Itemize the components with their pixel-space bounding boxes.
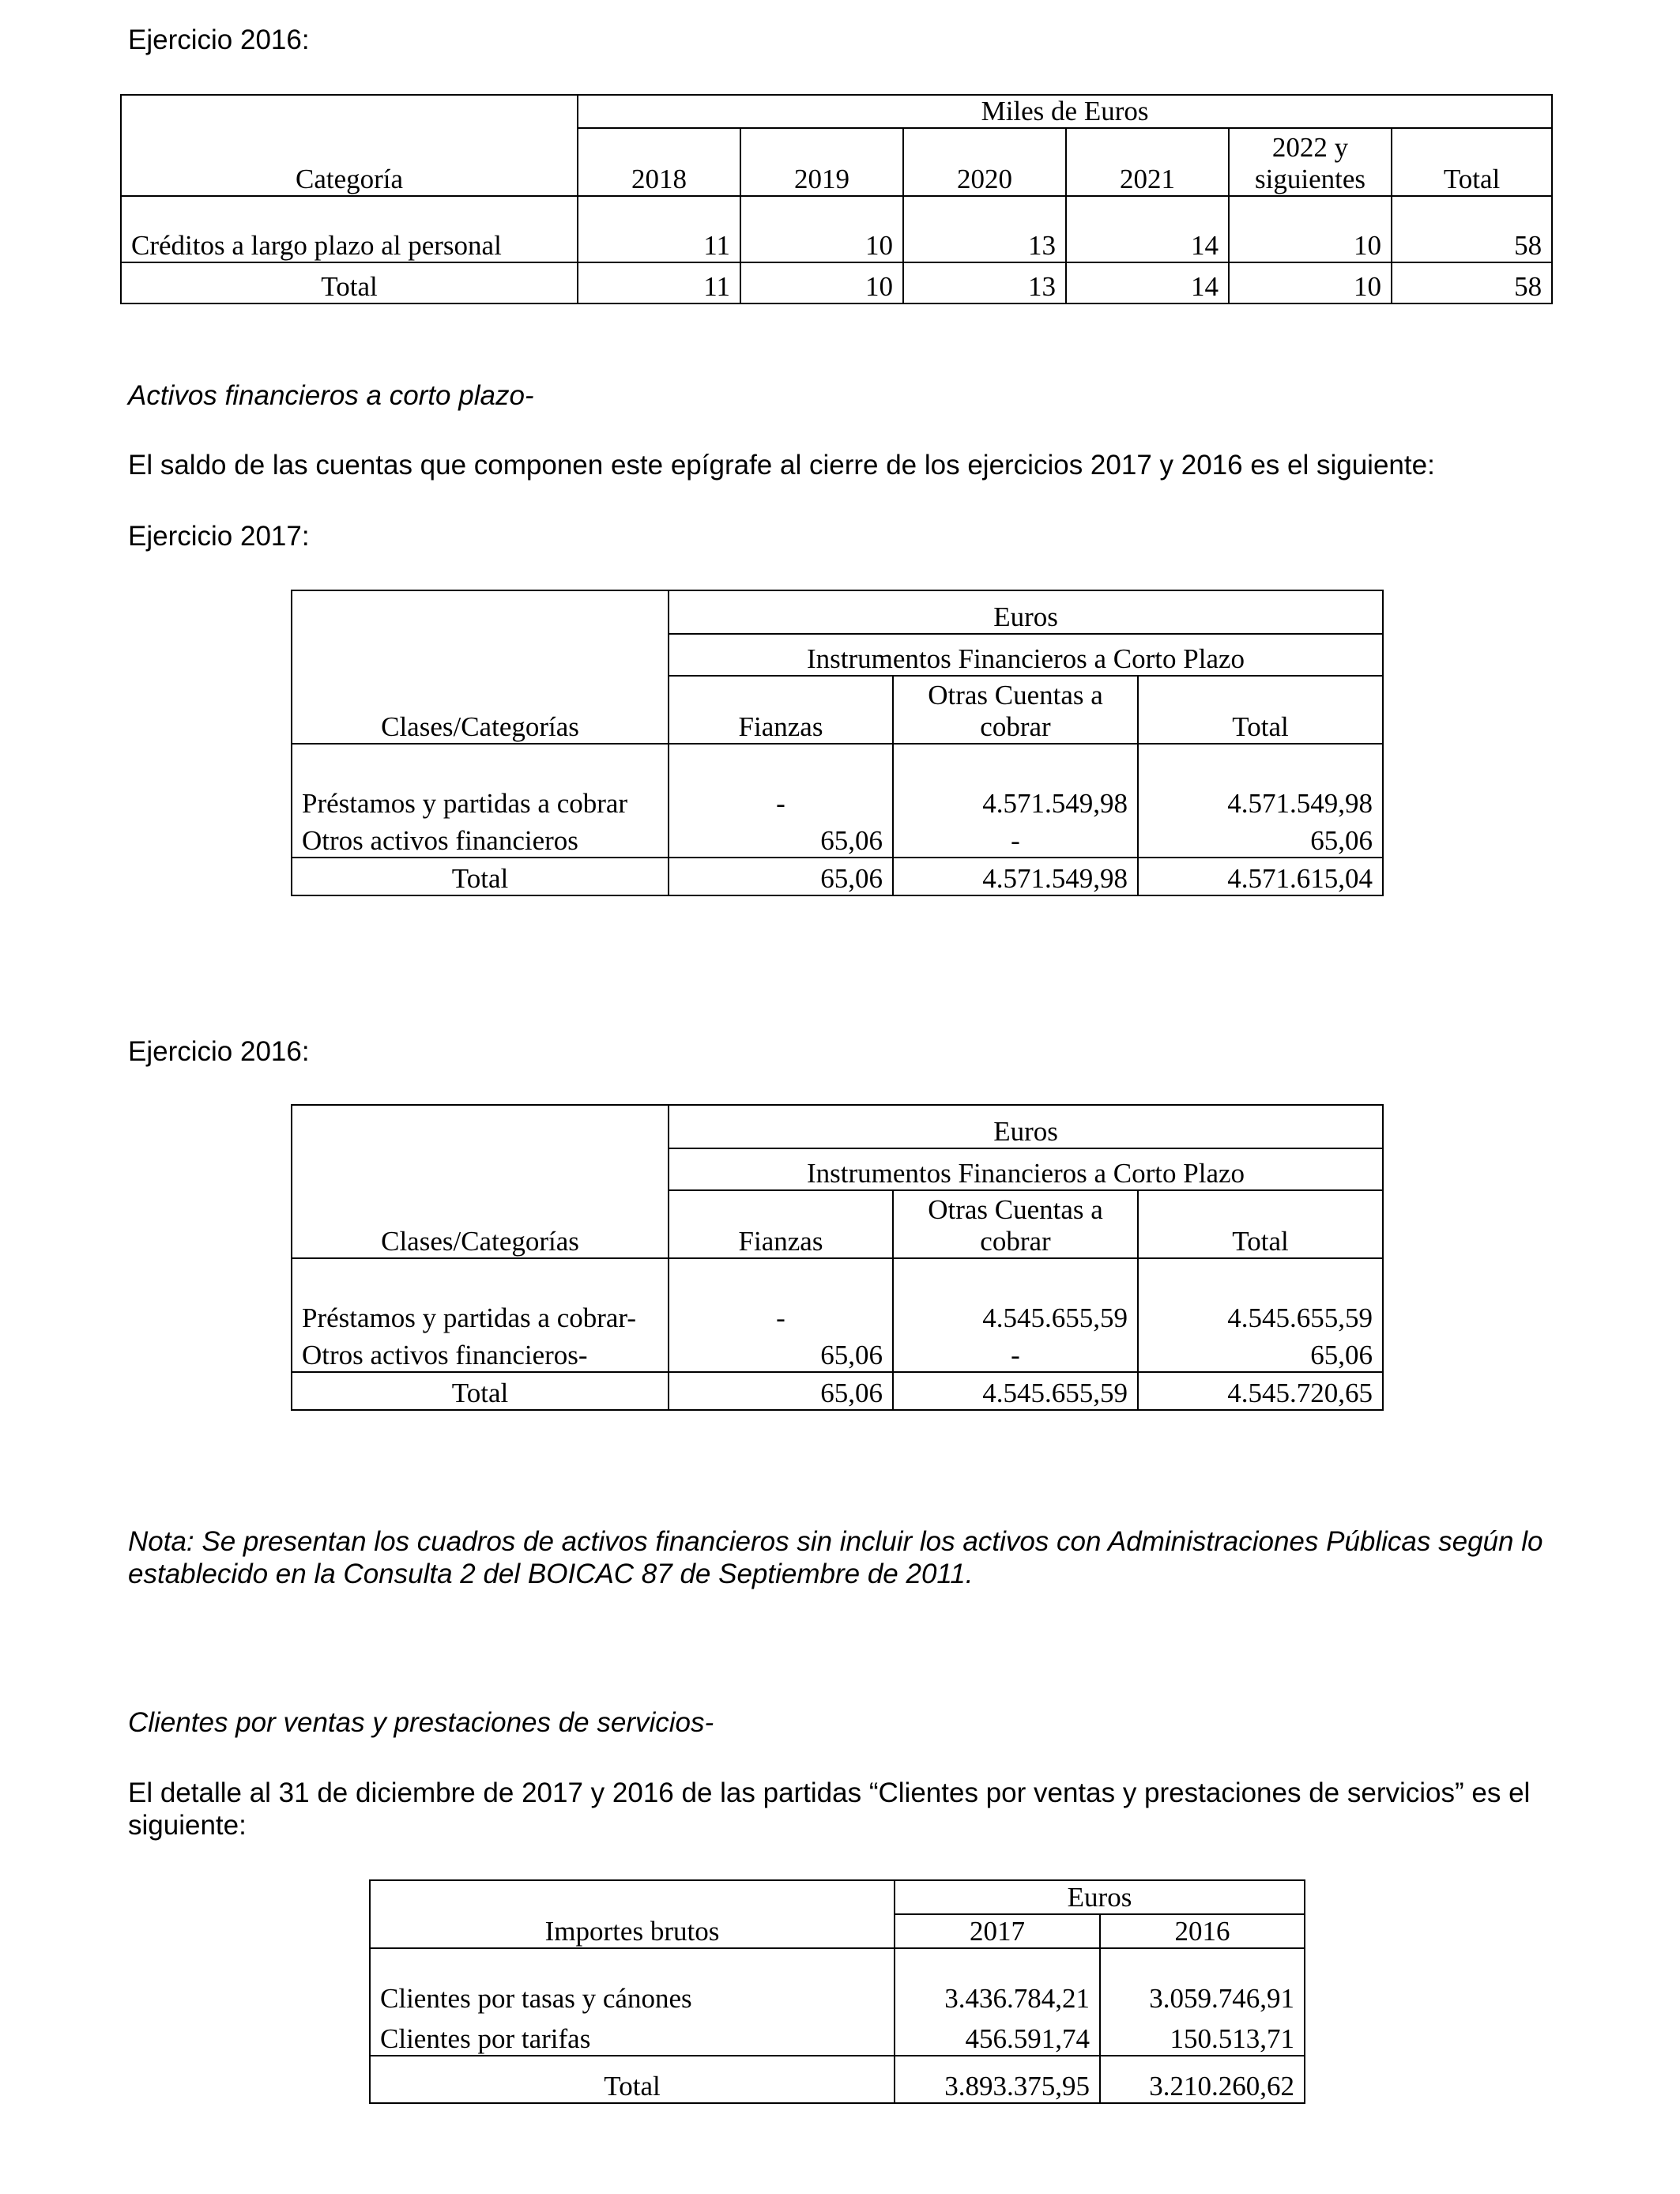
total-value: 4.571.615,04 (1138, 858, 1383, 895)
total-value: 14 (1066, 262, 1229, 303)
cell-value: - (893, 1334, 1138, 1372)
total-value: 3.893.375,95 (895, 2056, 1100, 2103)
total-value: 10 (1229, 262, 1392, 303)
cell-value: - (893, 820, 1138, 858)
activos-title: Activos financieros a corto plazo- (128, 380, 534, 411)
table-clientes (369, 1879, 1305, 2104)
header-year: 2019 (740, 128, 903, 196)
header-categoria: Categoría (121, 95, 578, 196)
table-activos-2016 (291, 1104, 1384, 1411)
table-creditos-2016 (120, 94, 1553, 304)
total-label: Total (121, 262, 578, 303)
total-value: 65,06 (669, 1372, 893, 1410)
header-year: 2016 (1100, 1914, 1305, 1948)
header-otras-cuentas: Otras Cuentas a cobrar (893, 676, 1138, 744)
nota-text: Nota: Se presentan los cuadros de activos financieros sin incluir los activos con Administraciones Públicas según lo establecido en la Consulta 2 del BOICAC 87 de Septiembre de 2011. (128, 1526, 1543, 1589)
clientes-title: Clientes por ventas y prestaciones de servicios- (128, 1707, 714, 1738)
cell-value: 456.591,74 (895, 2015, 1100, 2056)
total-value: 3.210.260,62 (1100, 2056, 1305, 2103)
header-total: Total (1138, 676, 1383, 744)
cell-value: 65,06 (669, 820, 893, 858)
heading-ejercicio-2016-b: Ejercicio 2016: (128, 1036, 310, 1067)
cell-value: 58 (1392, 196, 1552, 262)
row-label: Otros activos financieros- (292, 1334, 669, 1372)
header-clases: Clases/Categorías (292, 590, 669, 744)
header-year: 2018 (578, 128, 740, 196)
total-value: 10 (740, 262, 903, 303)
row-label: Préstamos y partidas a cobrar (292, 744, 669, 820)
heading-ejercicio-2016: Ejercicio 2016: (128, 25, 310, 55)
cell-value: 3.436.784,21 (895, 1948, 1100, 2015)
heading-ejercicio-2017: Ejercicio 2017: (128, 521, 310, 552)
total-value: 11 (578, 262, 740, 303)
cell-value: 150.513,71 (1100, 2015, 1305, 2056)
total-value: 4.545.655,59 (893, 1372, 1138, 1410)
header-otras-cuentas: Otras Cuentas a cobrar (893, 1190, 1138, 1258)
total-value: 4.545.720,65 (1138, 1372, 1383, 1410)
header-euros: Euros (895, 1880, 1305, 1914)
row-label: Otros activos financieros (292, 820, 669, 858)
cell-value: 4.545.655,59 (1138, 1258, 1383, 1334)
header-importes-brutos: Importes brutos (370, 1880, 895, 1948)
cell-value: 4.571.549,98 (893, 744, 1138, 820)
cell-value: - (669, 1258, 893, 1334)
total-value: 65,06 (669, 858, 893, 895)
cell-value: 4.571.549,98 (1138, 744, 1383, 820)
cell-value: 65,06 (1138, 820, 1383, 858)
cell-value: 10 (1229, 196, 1392, 262)
table-activos-2017 (291, 590, 1384, 896)
total-label: Total (292, 858, 669, 895)
activos-intro: El saldo de las cuentas que componen este epígrafe al cierre de los ejercicios 2017 y 2016 es el siguiente: (128, 450, 1435, 481)
header-fianzas: Fianzas (669, 676, 893, 744)
header-year: 2022 y siguientes (1229, 128, 1392, 196)
header-instrumentos: Instrumentos Financieros a Corto Plazo (669, 634, 1383, 676)
total-value: 4.571.549,98 (893, 858, 1138, 895)
total-label: Total (370, 2056, 895, 2103)
header-year: 2017 (895, 1914, 1100, 1948)
header-total: Total (1138, 1190, 1383, 1258)
total-label: Total (292, 1372, 669, 1410)
header-euros: Euros (669, 590, 1383, 634)
cell-value: 3.059.746,91 (1100, 1948, 1305, 2015)
cell-value: 14 (1066, 196, 1229, 262)
header-instrumentos: Instrumentos Financieros a Corto Plazo (669, 1148, 1383, 1190)
cell-value: 65,06 (1138, 1334, 1383, 1372)
row-label: Préstamos y partidas a cobrar- (292, 1258, 669, 1334)
header-year: 2021 (1066, 128, 1229, 196)
total-value: 58 (1392, 262, 1552, 303)
header-year: 2020 (903, 128, 1066, 196)
cell-value: - (669, 744, 893, 820)
header-fianzas: Fianzas (669, 1190, 893, 1258)
clientes-intro: El detalle al 31 de diciembre de 2017 y 2016 de las partidas “Clientes por ventas y prestaciones de servicios” es el siguiente: (128, 1777, 1531, 1841)
cell-value: 10 (740, 196, 903, 262)
cell-value: 65,06 (669, 1334, 893, 1372)
cell-value: 13 (903, 196, 1066, 262)
row-label: Clientes por tarifas (370, 2015, 895, 2056)
header-clases: Clases/Categorías (292, 1105, 669, 1258)
header-total: Total (1392, 128, 1552, 196)
header-miles-de-euros: Miles de Euros (578, 95, 1552, 128)
total-value: 13 (903, 262, 1066, 303)
cell-value: 11 (578, 196, 740, 262)
cell-value: 4.545.655,59 (893, 1258, 1138, 1334)
row-label: Créditos a largo plazo al personal (121, 196, 578, 262)
header-euros: Euros (669, 1105, 1383, 1148)
row-label: Clientes por tasas y cánones (370, 1948, 895, 2015)
